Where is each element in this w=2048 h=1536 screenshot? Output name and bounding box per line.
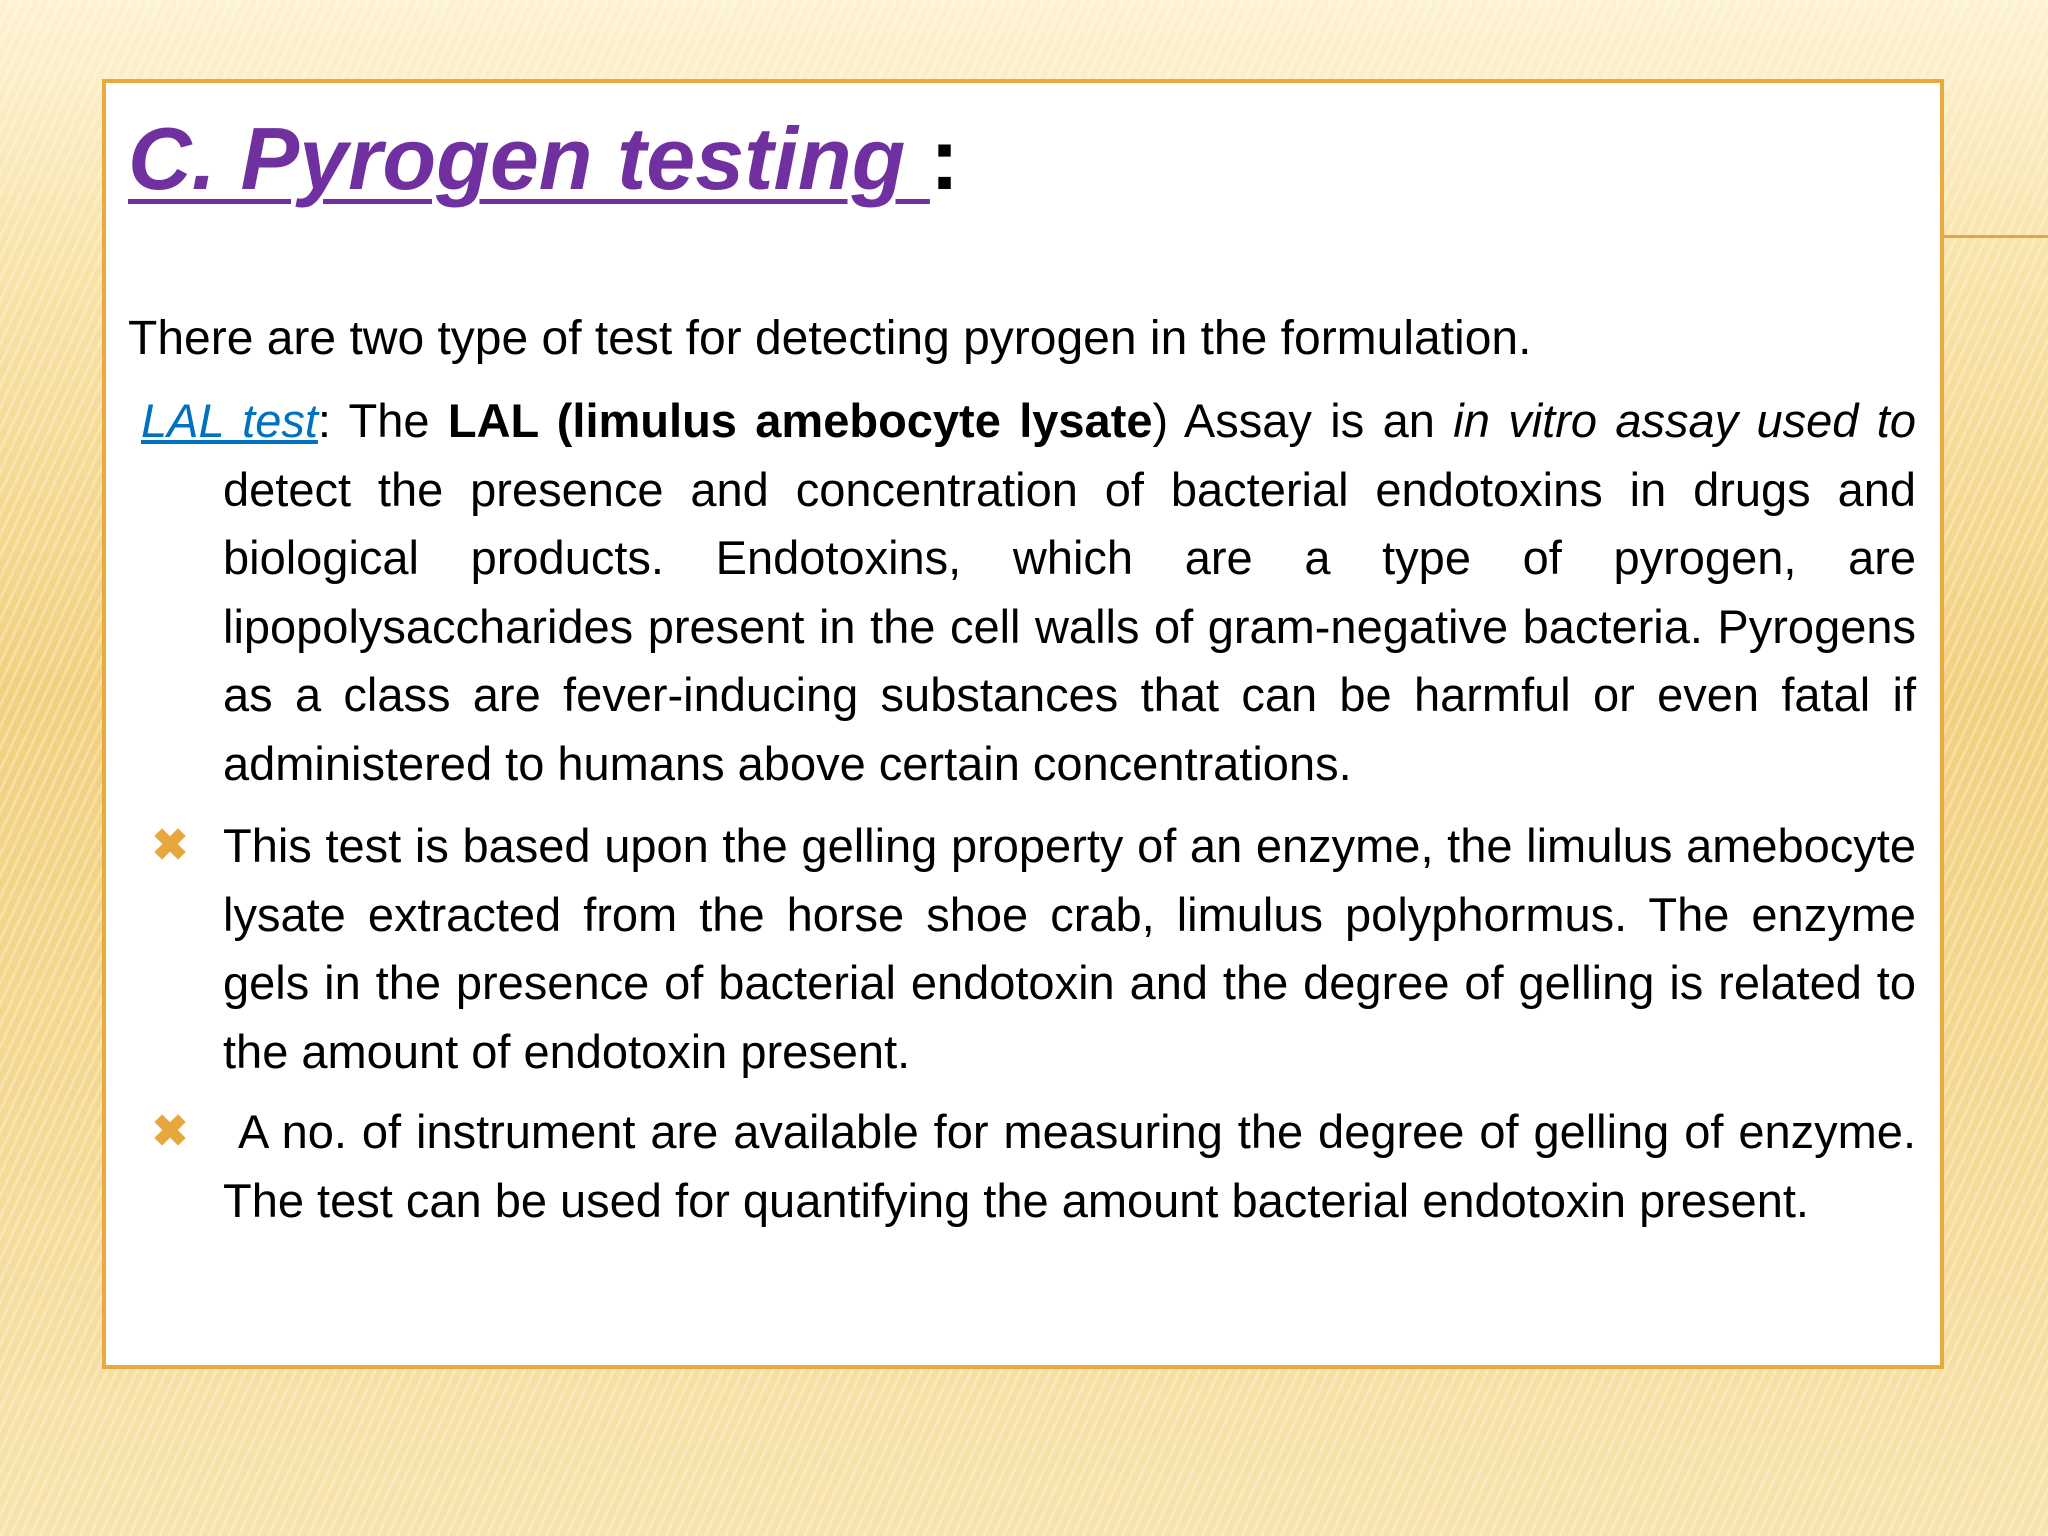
lal-description: detect the presence and concentration of bacterial endotoxins in drugs and biological products. Endotoxins, which are a type of pyrogen, are lipopolysaccharides present in the cell walls of gram-negative bacteria. Pyrogens as a class are fever-inducing substances that can be harmful or even fatal if administered to humans above certain concentrations. xyxy=(223,462,1916,790)
bullet-text: A no. of instrument are available for measuring the degree of gelling of enzyme. The test can be used for quantifying the amount bacterial endotoxin present. xyxy=(223,1105,1929,1227)
slide-title-colon: : xyxy=(929,109,960,208)
x-mark-bullet-icon: ✖ xyxy=(151,1107,189,1156)
bullet-item-instruments xyxy=(128,1098,1928,1235)
lal-separator: : The xyxy=(317,394,448,447)
slide-title-text: C. Pyrogen testing xyxy=(128,109,930,208)
bullet-text: This test is based upon the gelling property of an enzyme, the limulus amebocyte lysate extracted from the horse shoe crab, limulus polyphormus. The enzyme gels in the presence of bacterial endotoxin and the degree of gelling is related to the amount of endotoxin present. xyxy=(223,819,1916,1078)
slide-title xyxy=(128,104,959,214)
decorative-accent-line xyxy=(1940,235,2048,238)
slide-content-panel xyxy=(102,79,1944,1369)
intro-sentence: There are two type of test for detecting pyrogen in the formulation. xyxy=(128,312,1532,365)
x-mark-bullet-icon: ✖ xyxy=(151,821,189,870)
lal-test-paragraph xyxy=(128,387,1928,798)
lal-full-name: LAL (limulus amebocyte lysate xyxy=(447,394,1153,447)
lal-italic-phrase: in vitro assay used to xyxy=(1453,394,1917,447)
lal-text-after-name: ) Assay is an xyxy=(1152,394,1454,447)
lal-test-link[interactable]: LAL test xyxy=(141,394,318,447)
bullet-item-gelling-property xyxy=(128,812,1928,1086)
